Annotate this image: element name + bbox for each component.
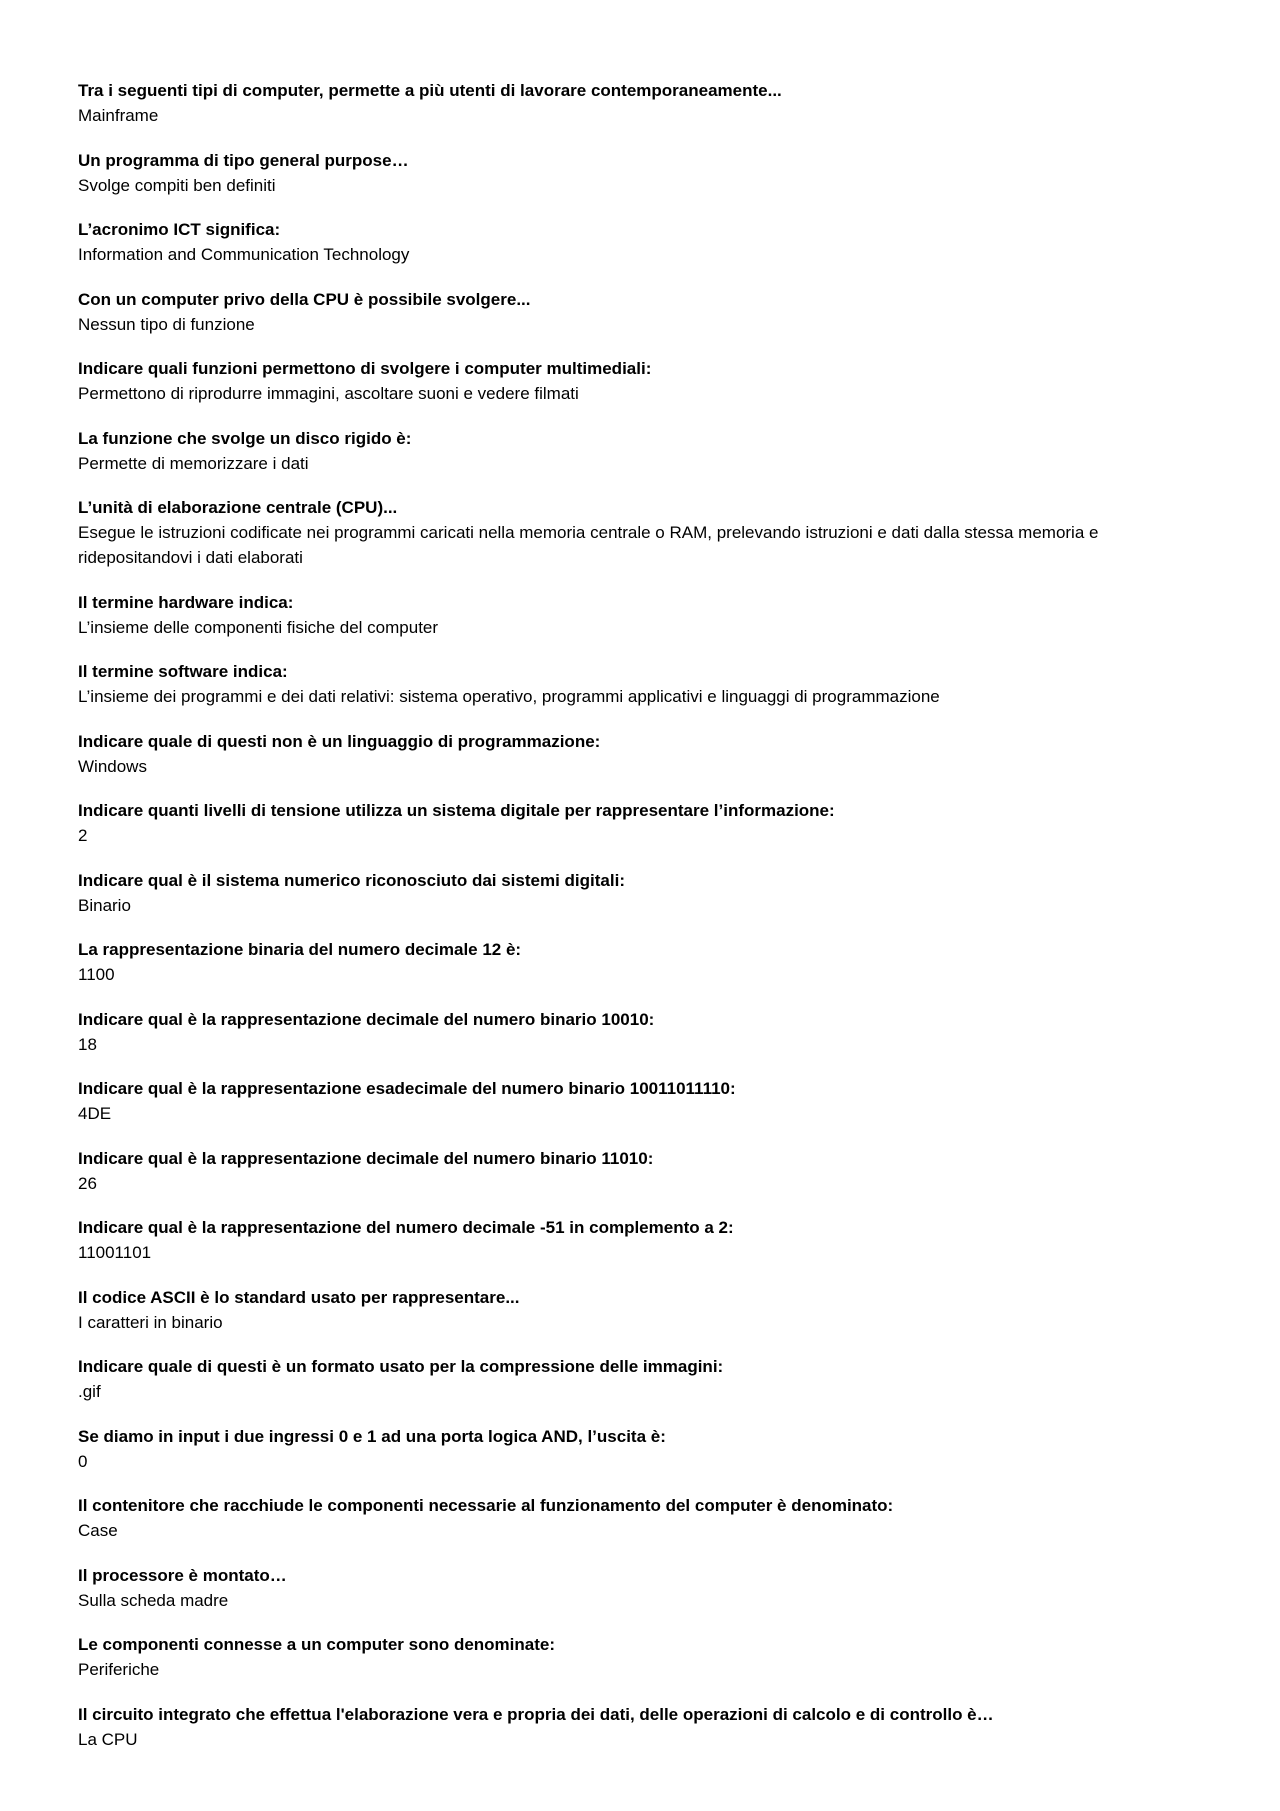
answer-text: Windows xyxy=(78,756,147,776)
answer-text: Periferiche xyxy=(78,1660,160,1679)
qa-item-12 xyxy=(78,868,1208,918)
answer-text: Permette di memorizzare i dati xyxy=(78,453,309,473)
qa-item-22 xyxy=(78,1563,1208,1613)
answer-text: 26 xyxy=(78,1173,97,1193)
question-text: Indicare qual è il sistema numerico riconosciuto dai sistemi digitali: xyxy=(78,870,625,890)
qa-item-19 xyxy=(78,1354,1208,1404)
answer-text: Svolge compiti ben definiti xyxy=(78,175,276,195)
question-text: Indicare qual è la rappresentazione esadecimale del numero binario 10011011110: xyxy=(78,1079,736,1098)
qa-item-4 xyxy=(78,287,1208,337)
answer-text: Information and Communication Technology xyxy=(78,245,410,264)
qa-item-15 xyxy=(78,1076,1208,1126)
qa-item-3 xyxy=(78,217,1208,267)
question-text: Indicare qual è la rappresentazione del numero decimale -51 in complemento a 2: xyxy=(78,1218,734,1237)
question-text: Indicare quanti livelli di tensione utilizza un sistema digitale per rappresentare l’informazione: xyxy=(78,801,835,820)
qa-item-18 xyxy=(78,1285,1208,1335)
answer-text: Permettono di riprodurre immagini, ascoltare suoni e vedere filmati xyxy=(78,384,579,403)
qa-item-2 xyxy=(78,148,1208,198)
question-text: L’unità di elaborazione centrale (CPU)... xyxy=(78,498,398,517)
answer-text: 1100 xyxy=(78,965,115,984)
question-text: Tra i seguenti tipi di computer, permette a più utenti di lavorare contemporaneamente... xyxy=(78,81,782,100)
answer-text: 11001101 xyxy=(78,1243,152,1262)
question-text: La funzione che svolge un disco rigido è: xyxy=(78,428,412,448)
answer-text: L’insieme delle componenti fisiche del computer xyxy=(78,617,439,637)
question-text: La rappresentazione binaria del numero decimale 12 è: xyxy=(78,940,522,959)
question-text: Indicare quali funzioni permettono di svolgere i computer multimediali: xyxy=(78,359,652,378)
answer-text: Binario xyxy=(78,895,131,915)
qa-item-1 xyxy=(78,78,1208,128)
question-text: Indicare qual è la rappresentazione decimale del numero binario 11010: xyxy=(78,1148,654,1168)
answer-text: 0 xyxy=(78,1451,88,1471)
question-text: Il processore è montato… xyxy=(78,1565,287,1585)
question-text: Indicare quale di questi è un formato usato per la compressione delle immagini: xyxy=(78,1357,724,1376)
qa-item-8 xyxy=(78,590,1208,640)
answer-text: 2 xyxy=(78,826,88,845)
question-text: Il termine software indica: xyxy=(78,662,288,681)
qa-item-17 xyxy=(78,1215,1208,1265)
question-text: Il contenitore che racchiude le componenti necessarie al funzionamento del computer è denominato: xyxy=(78,1496,894,1515)
qa-item-14 xyxy=(78,1007,1208,1057)
question-text: Indicare quale di questi non è un linguaggio di programmazione: xyxy=(78,731,601,751)
document-page xyxy=(78,78,1208,1771)
question-text: Un programma di tipo general purpose… xyxy=(78,150,409,170)
qa-item-21 xyxy=(78,1493,1208,1543)
qa-item-6 xyxy=(78,426,1208,476)
answer-text: L’insieme dei programmi e dei dati relativi: sistema operativo, programmi applicativi e linguaggi di programmazione xyxy=(78,687,940,706)
answer-text: Nessun tipo di funzione xyxy=(78,314,255,334)
question-text: Il codice ASCII è lo standard usato per rappresentare... xyxy=(78,1287,520,1307)
answer-text: Esegue le istruzioni codificate nei programmi caricati nella memoria centrale o RAM, prelevando istruzioni e dati dalla stessa memoria e ridepositandovi i dati elaborati xyxy=(78,523,1099,567)
question-text: Le componenti connesse a un computer sono denominate: xyxy=(78,1635,556,1654)
answer-text: I caratteri in binario xyxy=(78,1312,223,1332)
answer-text: Sulla scheda madre xyxy=(78,1590,229,1610)
question-text: Il termine hardware indica: xyxy=(78,592,294,612)
qa-item-5 xyxy=(78,356,1208,406)
question-text: Con un computer privo della CPU è possibile svolgere... xyxy=(78,289,531,309)
qa-item-13 xyxy=(78,937,1208,987)
qa-item-7 xyxy=(78,495,1208,570)
question-text: L’acronimo ICT significa: xyxy=(78,220,281,239)
qa-item-9 xyxy=(78,659,1208,709)
qa-item-24 xyxy=(78,1702,1208,1752)
question-text: Se diamo in input i due ingressi 0 e 1 ad una porta logica AND, l’uscita è: xyxy=(78,1426,666,1446)
qa-item-16 xyxy=(78,1146,1208,1196)
answer-text: La CPU xyxy=(78,1729,138,1749)
qa-item-10 xyxy=(78,729,1208,779)
qa-item-11 xyxy=(78,798,1208,848)
answer-text: Mainframe xyxy=(78,106,159,125)
answer-text: Case xyxy=(78,1521,118,1540)
answer-text: 18 xyxy=(78,1034,97,1054)
qa-item-23 xyxy=(78,1632,1208,1682)
answer-text: 4DE xyxy=(78,1104,112,1123)
qa-item-20 xyxy=(78,1424,1208,1474)
question-text: Indicare qual è la rappresentazione decimale del numero binario 10010: xyxy=(78,1009,655,1029)
answer-text: .gif xyxy=(78,1382,101,1401)
question-text: Il circuito integrato che effettua l'elaborazione vera e propria dei dati, delle operazioni di calcolo e di controllo è… xyxy=(78,1704,994,1724)
